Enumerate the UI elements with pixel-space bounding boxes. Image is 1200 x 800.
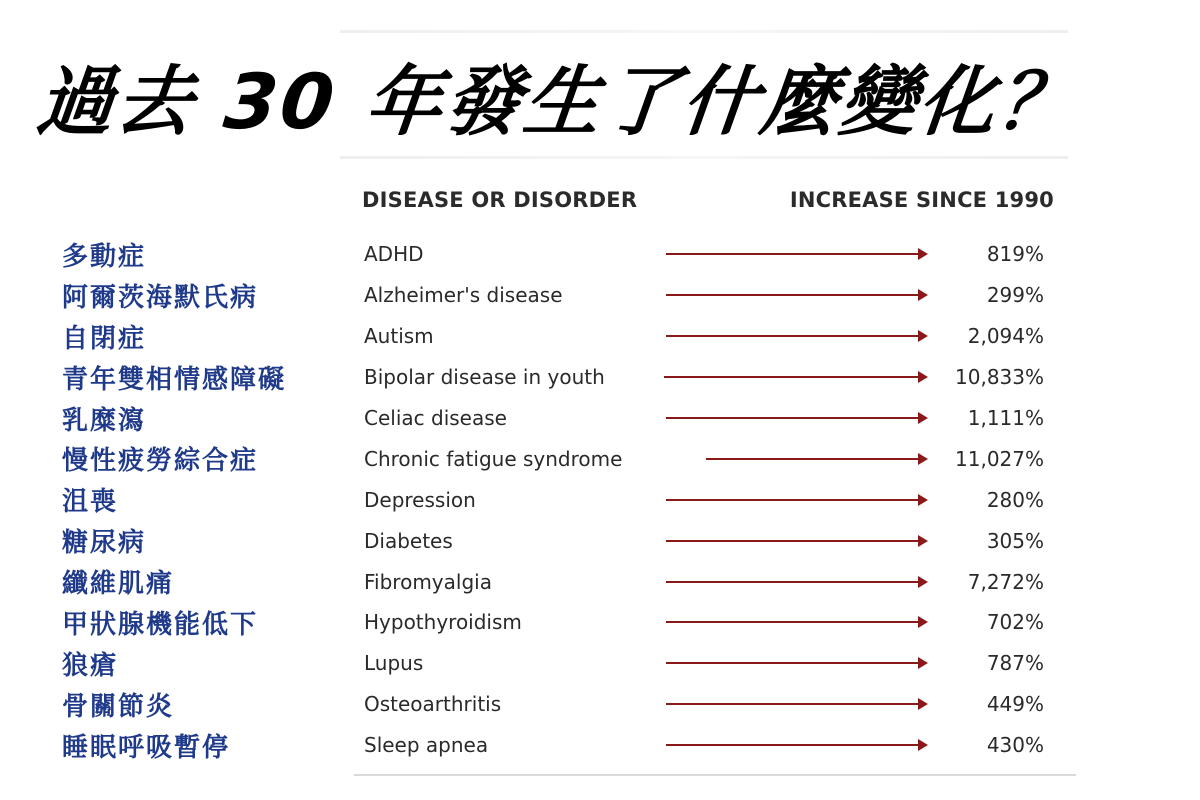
table-row bbox=[346, 479, 1066, 520]
table-row bbox=[346, 438, 1066, 479]
table-row bbox=[346, 357, 1066, 398]
arrow-head bbox=[918, 371, 928, 383]
increase-percent: 819% bbox=[986, 242, 1044, 267]
header-disease: DISEASE OR DISORDER bbox=[362, 188, 638, 212]
table-row bbox=[346, 520, 1066, 561]
arrow-shaft bbox=[666, 294, 918, 296]
mid-faded-line bbox=[340, 156, 1068, 159]
arrow-shaft bbox=[666, 335, 918, 337]
increase-percent: 787% bbox=[986, 651, 1044, 676]
chinese-disease-label: 多動症 bbox=[62, 241, 147, 272]
increase-percent: 1,111% bbox=[967, 406, 1044, 430]
chinese-disease-label: 骨關節炎 bbox=[62, 691, 175, 722]
chinese-disease-label: 乳糜瀉 bbox=[62, 405, 147, 436]
increase-percent: 702% bbox=[986, 610, 1044, 635]
headline: 過去 30 年發生了什麼變化？ bbox=[32, 56, 1082, 146]
arrow-right-icon bbox=[666, 575, 928, 589]
increase-percent: 280% bbox=[986, 487, 1044, 512]
increase-percent: 449% bbox=[986, 692, 1044, 717]
disease-name: Celiac disease bbox=[364, 406, 507, 430]
arrow-right-icon bbox=[664, 370, 928, 384]
arrow-shaft bbox=[666, 662, 918, 664]
arrow-head bbox=[918, 494, 928, 506]
table-rows bbox=[346, 234, 1066, 766]
arrow-shaft bbox=[706, 458, 918, 460]
disease-table bbox=[346, 170, 1066, 776]
table-bottom-rule bbox=[354, 774, 1076, 776]
table-row bbox=[346, 561, 1066, 602]
top-faded-line bbox=[340, 30, 1068, 33]
table-header bbox=[362, 184, 1054, 216]
arrow-head bbox=[918, 412, 928, 424]
disease-name: Alzheimer's disease bbox=[364, 283, 563, 308]
arrow-head bbox=[918, 657, 928, 669]
arrow-shaft bbox=[666, 621, 918, 623]
increase-percent: 7,272% bbox=[967, 569, 1044, 594]
chinese-disease-label: 纖維肌痛 bbox=[62, 569, 175, 600]
disease-name: Sleep apnea bbox=[364, 733, 489, 758]
arrow-shaft bbox=[664, 376, 918, 378]
arrow-shaft bbox=[666, 417, 918, 419]
disease-name: Osteoarthritis bbox=[364, 692, 502, 717]
arrow-shaft bbox=[666, 253, 918, 255]
chinese-label-list bbox=[62, 234, 352, 766]
arrow-shaft bbox=[666, 744, 918, 746]
arrow-head bbox=[918, 330, 928, 342]
arrow-head bbox=[918, 576, 928, 588]
arrow-shaft bbox=[666, 499, 918, 501]
arrow-head bbox=[918, 289, 928, 301]
table-row bbox=[346, 643, 1066, 684]
arrow-head bbox=[918, 739, 928, 751]
arrow-right-icon bbox=[666, 411, 928, 425]
disease-name: Fibromyalgia bbox=[364, 569, 492, 594]
arrow-right-icon bbox=[666, 288, 928, 302]
disease-name: Autism bbox=[364, 324, 434, 349]
arrow-right-icon bbox=[666, 656, 928, 670]
chinese-disease-label: 青年雙相情感障礙 bbox=[62, 364, 287, 395]
arrow-right-icon bbox=[706, 452, 928, 466]
increase-percent: 299% bbox=[986, 283, 1044, 308]
chinese-disease-label: 自閉症 bbox=[62, 323, 147, 354]
header-increase: INCREASE SINCE 1990 bbox=[789, 188, 1054, 212]
table-row bbox=[346, 275, 1066, 316]
disease-name: Lupus bbox=[364, 651, 424, 676]
arrow-right-icon bbox=[666, 615, 928, 629]
increase-percent: 305% bbox=[986, 528, 1044, 553]
arrow-head bbox=[918, 535, 928, 547]
disease-name: Chronic fatigue syndrome bbox=[364, 446, 623, 471]
table-row bbox=[346, 316, 1066, 357]
disease-name: Diabetes bbox=[364, 528, 453, 553]
arrow-right-icon bbox=[666, 697, 928, 711]
chinese-disease-label: 阿爾茨海默氏病 bbox=[62, 282, 259, 313]
table-row bbox=[346, 684, 1066, 725]
disease-name: ADHD bbox=[364, 242, 424, 267]
disease-name: Bipolar disease in youth bbox=[364, 365, 605, 390]
chinese-disease-label: 狼瘡 bbox=[62, 650, 119, 681]
arrow-head bbox=[918, 248, 928, 260]
chinese-disease-label: 甲狀腺機能低下 bbox=[62, 609, 259, 640]
arrow-right-icon bbox=[666, 493, 928, 507]
increase-percent: 430% bbox=[986, 733, 1044, 758]
chinese-disease-label: 慢性疲勞綜合症 bbox=[62, 446, 259, 477]
arrow-right-icon bbox=[666, 329, 928, 343]
table-row bbox=[346, 725, 1066, 766]
arrow-right-icon bbox=[666, 247, 928, 261]
arrow-right-icon bbox=[666, 534, 928, 548]
arrow-head bbox=[918, 616, 928, 628]
arrow-shaft bbox=[666, 703, 918, 705]
arrow-shaft bbox=[666, 581, 918, 583]
arrow-head bbox=[918, 453, 928, 465]
table-row bbox=[346, 398, 1066, 439]
chinese-disease-label: 睡眠呼吸暫停 bbox=[62, 732, 231, 763]
disease-name: Hypothyroidism bbox=[364, 610, 522, 635]
table-row bbox=[346, 602, 1066, 643]
increase-percent: 11,027% bbox=[955, 446, 1044, 471]
chinese-disease-label: 沮喪 bbox=[62, 487, 119, 518]
table-row bbox=[346, 234, 1066, 275]
arrow-shaft bbox=[666, 540, 918, 542]
chinese-disease-label: 糖尿病 bbox=[62, 528, 147, 559]
arrow-head bbox=[918, 698, 928, 710]
arrow-right-icon bbox=[666, 738, 928, 752]
increase-percent: 2,094% bbox=[967, 324, 1044, 349]
disease-name: Depression bbox=[364, 487, 476, 512]
increase-percent: 10,833% bbox=[955, 365, 1044, 390]
